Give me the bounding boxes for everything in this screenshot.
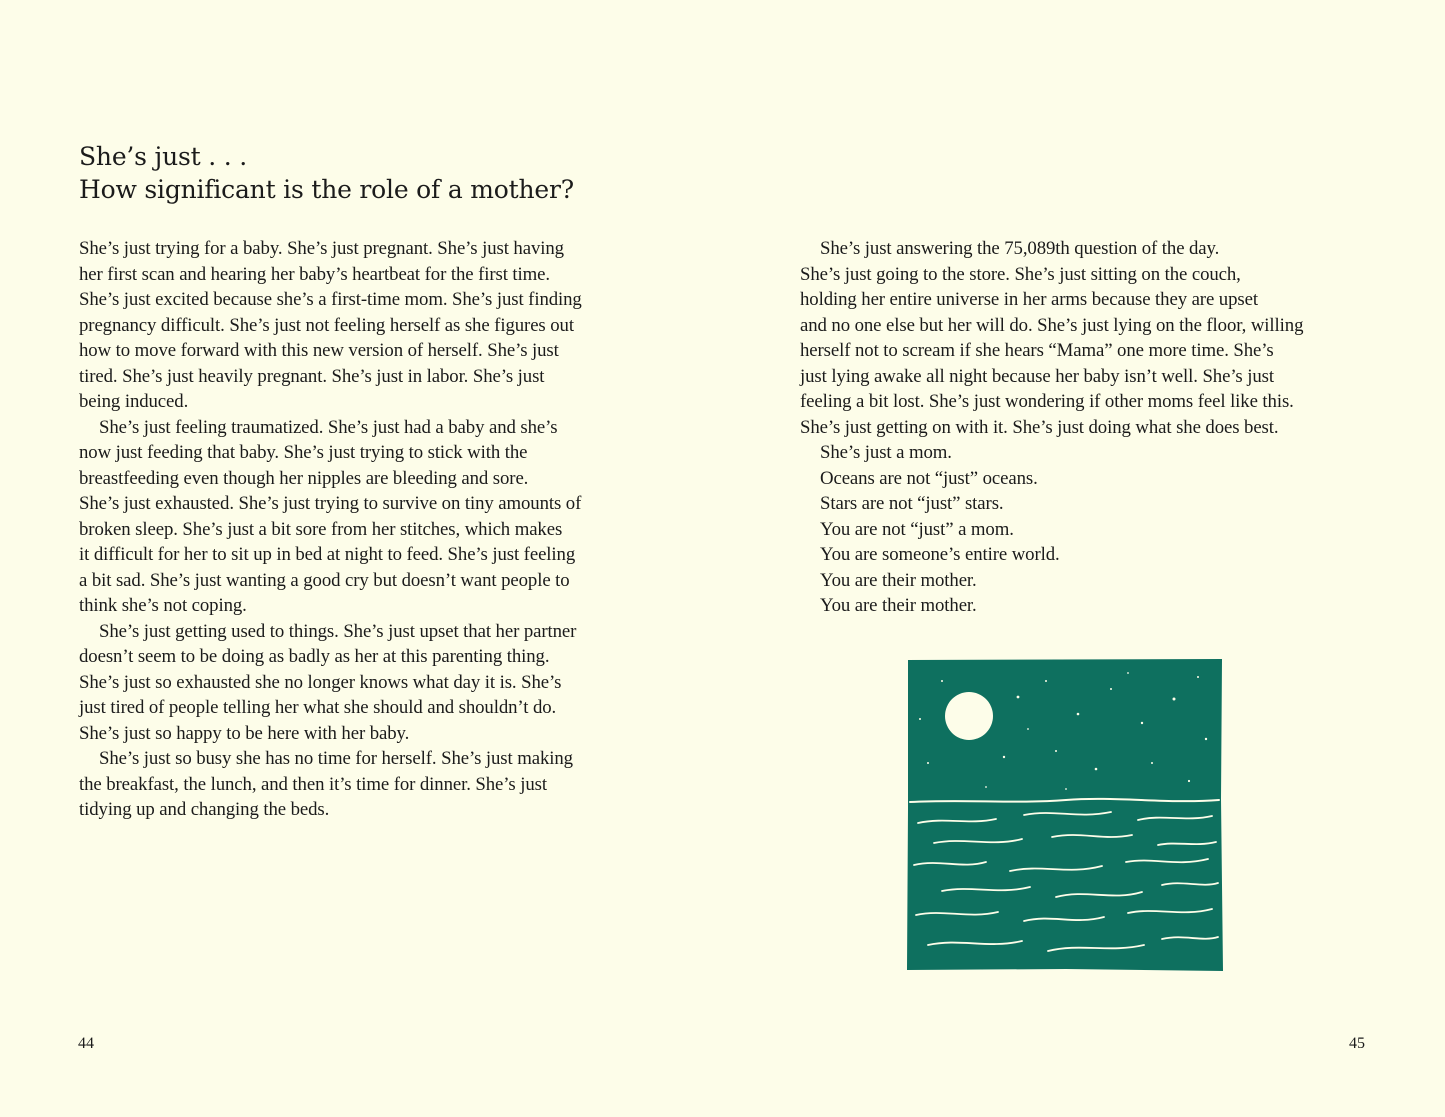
page-number-right: 45 [1349, 1035, 1365, 1052]
text-line: how to move forward with this new version of herself. She’s just [79, 340, 559, 361]
text-line: feeling a bit lost. She’s just wondering if other moms feel like this. [800, 391, 1294, 412]
text-line: She’s just going to the store. She’s just sitting on the couch, [800, 263, 1241, 285]
text-line: She’s just answering the 75,089th question of the day. [820, 238, 1220, 259]
text-line: She’s just so exhausted she no longer knows what day it is. She’s [79, 671, 562, 693]
chapter-subtitle: How significant is the role of a mother? [79, 175, 574, 204]
text-line: tired. She’s just heavily pregnant. She’s just in labor. She’s just [79, 365, 545, 387]
text-line: the breakfast, the lunch, and then it’s time for dinner. She’s just [79, 773, 547, 795]
text-line: She’s just feeling traumatized. She’s just had a baby and she’s [99, 416, 558, 438]
text-line: just tired of people telling her what she should and shouldn’t do. [79, 697, 557, 718]
page-number-left: 44 [78, 1035, 94, 1052]
text-line: doesn’t seem to be doing as badly as her at this parenting thing. [79, 646, 550, 667]
text-line: breastfeeding even though her nipples are bleeding and sore. [79, 467, 529, 489]
text-line: just lying awake all night because her baby isn’t well. She’s just [800, 365, 1274, 387]
text-line: Oceans are not “just” oceans. [820, 467, 1038, 489]
text-line: You are their mother. [820, 595, 977, 616]
text-line: She’s just exhausted. She’s just trying to survive on tiny amounts of [79, 493, 582, 514]
text-line: She’s just a mom. [820, 442, 952, 463]
text-line: a bit sad. She’s just wanting a good cry but doesn’t want people to [79, 569, 570, 591]
left-page-text [79, 236, 654, 823]
text-line: broken sleep. She’s just a bit sore from her stitches, which makes [79, 518, 563, 540]
text-line: She’s just trying for a baby. She’s just pregnant. She’s just having [79, 238, 564, 259]
text-line: pregnancy difficult. She’s just not feeling herself as she figures out [79, 314, 574, 336]
chapter-heading [79, 140, 699, 206]
text-line: tidying up and changing the beds. [79, 799, 330, 820]
text-line: She’s just excited because she’s a first-time mom. She’s just finding [79, 289, 582, 310]
text-line: You are someone’s entire world. [820, 544, 1060, 565]
text-line: and no one else but her will do. She’s just lying on the floor, willing [800, 314, 1304, 336]
text-line: She’s just getting used to things. She’s just upset that her partner [99, 620, 577, 642]
text-line: being induced. [79, 391, 189, 412]
text-line: You are their mother. [820, 569, 977, 591]
moon-over-sea-icon [906, 659, 1223, 972]
text-line: her first scan and hearing her baby’s heartbeat for the first time. [79, 263, 550, 285]
text-line: You are not “just” a mom. [820, 518, 1014, 540]
text-line: it difficult for her to sit up in bed at night to feed. She’s just feeling [79, 544, 576, 565]
right-page-text [800, 236, 1380, 619]
text-line: now just feeding that baby. She’s just trying to stick with the [79, 442, 528, 463]
text-line: She’s just getting on with it. She’s just doing what she does best. [800, 416, 1279, 438]
text-line: think she’s not coping. [79, 595, 247, 616]
chapter-title: She’s just . . . [79, 142, 247, 171]
text-line: She’s just so busy she has no time for herself. She’s just making [99, 748, 573, 769]
moon [945, 692, 993, 740]
text-line: herself not to scream if she hears “Mama” one more time. She’s [800, 340, 1274, 361]
text-line: She’s just so happy to be here with her baby. [79, 722, 410, 744]
moon-over-sea-illustration [906, 659, 1223, 972]
text-line: Stars are not “just” stars. [820, 493, 1004, 514]
text-line: holding her entire universe in her arms because they are upset [800, 289, 1258, 310]
